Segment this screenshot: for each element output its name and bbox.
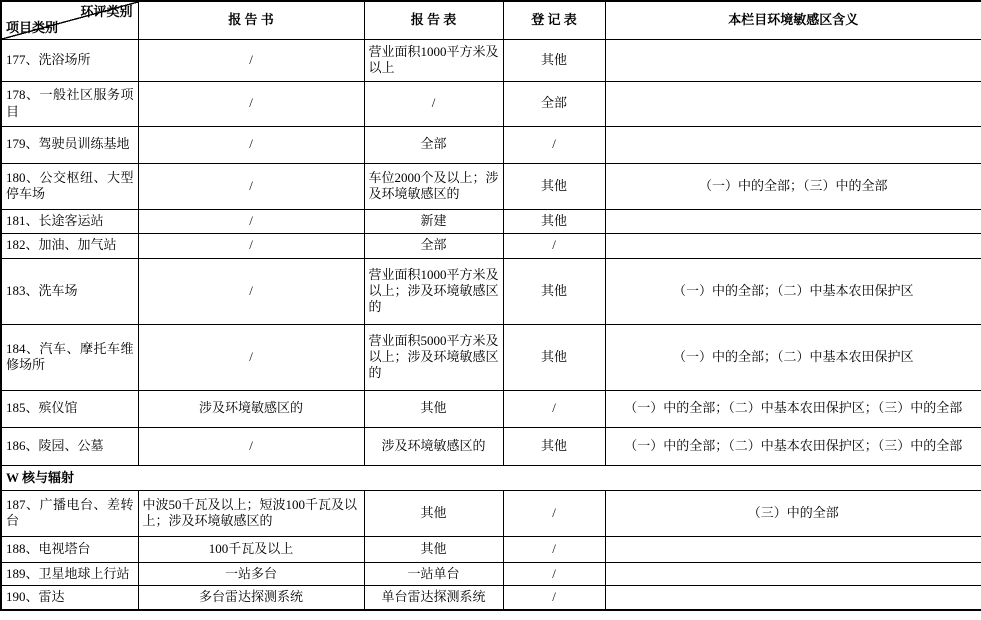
- cell-report-book: /: [138, 427, 364, 465]
- cell-registry-form: /: [503, 536, 605, 562]
- cell-sensitive-meaning: [605, 126, 981, 163]
- table-row: [1, 585, 981, 610]
- cell-report-book: 中波50千瓦及以上；短波100千瓦及以上；涉及环境敏感区的: [138, 490, 364, 536]
- cell-project-category: 177、洗浴场所: [1, 39, 138, 81]
- cell-project-category: 186、陵园、公墓: [1, 427, 138, 465]
- cell-registry-form: /: [503, 233, 605, 258]
- cell-project-category: 179、驾驶员训练基地: [1, 126, 138, 163]
- cell-project-category: 187、广播电台、差转台: [1, 490, 138, 536]
- cell-project-category: 183、洗车场: [1, 258, 138, 324]
- table-row: [1, 536, 981, 562]
- cell-project-category: 189、卫星地球上行站: [1, 562, 138, 585]
- cell-project-category: 190、雷达: [1, 585, 138, 610]
- cell-report-form: 单台雷达探测系统: [364, 585, 503, 610]
- cell-report-book: /: [138, 209, 364, 233]
- cell-report-form: 营业面积1000平方米及以上: [364, 39, 503, 81]
- header-registry-form: 登 记 表: [503, 1, 605, 39]
- cell-report-form: 营业面积1000平方米及以上；涉及环境敏感区的: [364, 258, 503, 324]
- cell-sensitive-meaning: （一）中的全部；（二）中基本农田保护区: [605, 324, 981, 390]
- cell-sensitive-meaning: [605, 536, 981, 562]
- cell-sensitive-meaning: [605, 39, 981, 81]
- cell-registry-form: /: [503, 562, 605, 585]
- section-label: W 核与辐射: [1, 465, 981, 490]
- header-axis-eia-category: 环评类别: [80, 4, 133, 19]
- cell-report-book: 100千瓦及以上: [138, 536, 364, 562]
- cell-report-form: 一站单台: [364, 562, 503, 585]
- cell-report-form: 涉及环境敏感区的: [364, 427, 503, 465]
- cell-report-book: 多台雷达探测系统: [138, 585, 364, 610]
- cell-registry-form: /: [503, 585, 605, 610]
- header-diagonal-cell: [1, 1, 138, 39]
- cell-registry-form: 全部: [503, 81, 605, 126]
- cell-registry-form: /: [503, 390, 605, 427]
- cell-sensitive-meaning: （一）中的全部；（三）中的全部: [605, 163, 981, 209]
- cell-registry-form: 其他: [503, 39, 605, 81]
- cell-registry-form: 其他: [503, 324, 605, 390]
- cell-project-category: 178、一般社区服务项目: [1, 81, 138, 126]
- cell-registry-form: 其他: [503, 209, 605, 233]
- cell-report-book: /: [138, 233, 364, 258]
- cell-registry-form: 其他: [503, 427, 605, 465]
- section-row: [1, 465, 981, 490]
- cell-sensitive-meaning: [605, 233, 981, 258]
- cell-registry-form: 其他: [503, 163, 605, 209]
- cell-project-category: 188、电视塔台: [1, 536, 138, 562]
- table-row: [1, 490, 981, 536]
- header-report-form: 报 告 表: [364, 1, 503, 39]
- table-row: [1, 39, 981, 81]
- cell-project-category: 180、公交枢纽、大型停车场: [1, 163, 138, 209]
- cell-report-form: 其他: [364, 490, 503, 536]
- cell-registry-form: 其他: [503, 258, 605, 324]
- table-row: [1, 163, 981, 209]
- cell-sensitive-meaning: （一）中的全部；（二）中基本农田保护区: [605, 258, 981, 324]
- cell-project-category: 181、长途客运站: [1, 209, 138, 233]
- cell-project-category: 184、汽车、摩托车维修场所: [1, 324, 138, 390]
- cell-report-form: 其他: [364, 390, 503, 427]
- cell-report-book: /: [138, 81, 364, 126]
- table-header: [1, 1, 981, 39]
- cell-report-book: /: [138, 126, 364, 163]
- table-row: [1, 258, 981, 324]
- table-row: [1, 562, 981, 585]
- table-row: [1, 81, 981, 126]
- cell-project-category: 185、殡仪馆: [1, 390, 138, 427]
- table-row: [1, 209, 981, 233]
- cell-report-book: /: [138, 258, 364, 324]
- cell-sensitive-meaning: [605, 585, 981, 610]
- cell-project-category: 182、加油、加气站: [1, 233, 138, 258]
- table-row: [1, 324, 981, 390]
- cell-registry-form: /: [503, 126, 605, 163]
- cell-report-form: 车位2000个及以上；涉及环境敏感区的: [364, 163, 503, 209]
- cell-report-form: /: [364, 81, 503, 126]
- cell-sensitive-meaning: [605, 562, 981, 585]
- cell-report-book: /: [138, 324, 364, 390]
- cell-report-book: 涉及环境敏感区的: [138, 390, 364, 427]
- cell-report-form: 全部: [364, 126, 503, 163]
- cell-sensitive-meaning: （一）中的全部；（二）中基本农田保护区；（三）中的全部: [605, 390, 981, 427]
- header-sensitive-area-meaning: 本栏目环境敏感区含义: [605, 1, 981, 39]
- table-row: [1, 233, 981, 258]
- cell-sensitive-meaning: [605, 209, 981, 233]
- header-axis-project-category: 项目类别: [6, 20, 59, 36]
- cell-report-book: 一站多台: [138, 562, 364, 585]
- cell-report-form: 全部: [364, 233, 503, 258]
- cell-sensitive-meaning: （三）中的全部: [605, 490, 981, 536]
- table-body: [1, 39, 981, 610]
- table-row: [1, 126, 981, 163]
- cell-report-form: 其他: [364, 536, 503, 562]
- cell-report-form: 营业面积5000平方米及以上；涉及环境敏感区的: [364, 324, 503, 390]
- cell-sensitive-meaning: （一）中的全部；（二）中基本农田保护区；（三）中的全部: [605, 427, 981, 465]
- table-row: [1, 390, 981, 427]
- table-row: [1, 427, 981, 465]
- header-report-book: 报 告 书: [138, 1, 364, 39]
- cell-sensitive-meaning: [605, 81, 981, 126]
- cell-registry-form: /: [503, 490, 605, 536]
- cell-report-book: /: [138, 163, 364, 209]
- cell-report-form: 新建: [364, 209, 503, 233]
- cell-report-book: /: [138, 39, 364, 81]
